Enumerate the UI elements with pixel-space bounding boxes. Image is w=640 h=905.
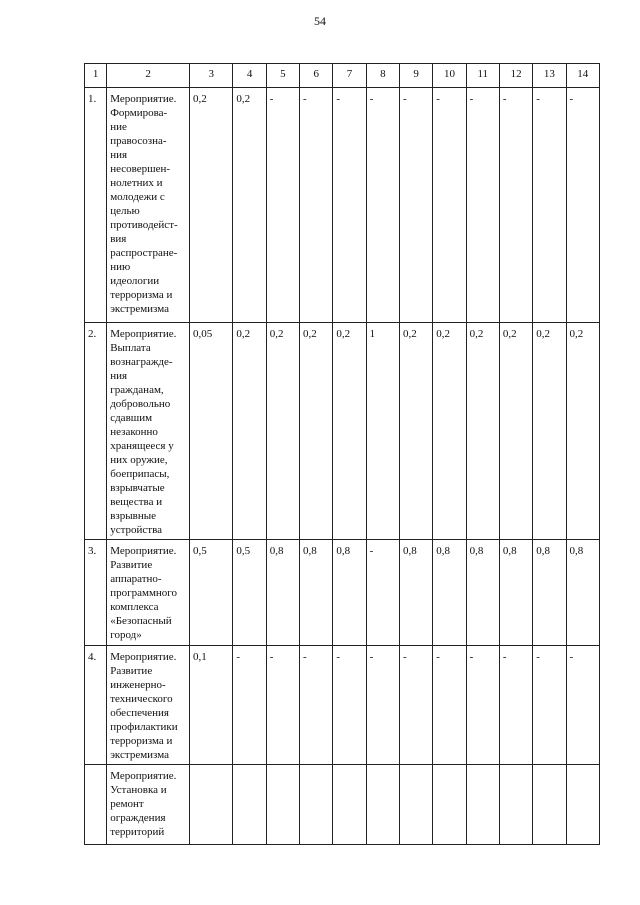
value-cell: - (533, 646, 566, 765)
value-cell: - (466, 646, 499, 765)
column-header: 6 (300, 64, 333, 88)
table-row (85, 765, 600, 845)
table-row (85, 88, 600, 323)
value-cell: 0,2 (333, 323, 366, 540)
row-number: 1. (85, 88, 107, 323)
row-number: 4. (85, 646, 107, 765)
value-cell: 0,2 (499, 323, 532, 540)
value-cell: - (566, 646, 599, 765)
value-cell: 0,8 (399, 540, 432, 646)
value-cell: - (566, 88, 599, 323)
column-header: 1 (85, 64, 107, 88)
value-cell: 0,2 (566, 323, 599, 540)
value-cell: - (466, 88, 499, 323)
value-cell: - (366, 540, 399, 646)
value-cell: 0,5 (190, 540, 233, 646)
value-cell (233, 765, 266, 845)
value-cell (300, 765, 333, 845)
value-cell: 0,8 (466, 540, 499, 646)
column-header: 9 (399, 64, 432, 88)
value-cell: - (266, 646, 299, 765)
activity-description: Мероприятие. Развитие аппаратно- программного комплекса «Безопасный город» (107, 540, 190, 646)
row-number: 2. (85, 323, 107, 540)
value-cell: 0,2 (433, 323, 466, 540)
value-cell: - (366, 646, 399, 765)
value-cell: 0,2 (190, 88, 233, 323)
value-cell: 0,2 (533, 323, 566, 540)
value-cell (433, 765, 466, 845)
value-cell (399, 765, 432, 845)
row-number (85, 765, 107, 845)
value-cell: 0,8 (266, 540, 299, 646)
value-cell (533, 765, 566, 845)
value-cell: - (266, 88, 299, 323)
value-cell: - (333, 88, 366, 323)
value-cell (266, 765, 299, 845)
activity-description: Мероприятие. Выплата вознагражде- ния гражданам, добровольно сдавшим незаконно хранящееся у них оружие, боеприпасы, взрывчатые вещества и взрывные устройства (107, 323, 190, 540)
value-cell (566, 765, 599, 845)
value-cell: - (499, 88, 532, 323)
value-cell: - (399, 646, 432, 765)
value-cell: 0,05 (190, 323, 233, 540)
header-row (85, 64, 600, 88)
value-cell: - (300, 646, 333, 765)
value-cell: 0,2 (233, 88, 266, 323)
value-cell: 0,2 (266, 323, 299, 540)
value-cell: 0,2 (466, 323, 499, 540)
value-cell: 0,8 (300, 540, 333, 646)
page-number: 54 (314, 14, 326, 28)
value-cell: 0,1 (190, 646, 233, 765)
activity-description: Мероприятие. Формирова- ние правосозна- ния несовершен- нолетних и молодежи с целью противодейст- вия распростране- нию идеологии терроризма и экстремизма (107, 88, 190, 323)
column-header: 3 (190, 64, 233, 88)
value-cell (366, 765, 399, 845)
value-cell (190, 765, 233, 845)
value-cell: 0,5 (233, 540, 266, 646)
column-header: 7 (333, 64, 366, 88)
value-cell: 0,2 (399, 323, 432, 540)
value-cell: - (333, 646, 366, 765)
activity-description: Мероприятие. Установка и ремонт ограждения территорий (107, 765, 190, 845)
column-header: 10 (433, 64, 466, 88)
column-header: 5 (266, 64, 299, 88)
value-cell: - (300, 88, 333, 323)
value-cell: - (499, 646, 532, 765)
column-header: 13 (533, 64, 566, 88)
value-cell: 1 (366, 323, 399, 540)
value-cell: - (433, 646, 466, 765)
value-cell (499, 765, 532, 845)
column-header: 14 (566, 64, 599, 88)
table-row (85, 323, 600, 540)
column-header: 2 (107, 64, 190, 88)
value-cell: - (399, 88, 432, 323)
value-cell (466, 765, 499, 845)
value-cell: 0,8 (566, 540, 599, 646)
value-cell: 0,8 (533, 540, 566, 646)
value-cell: 0,8 (333, 540, 366, 646)
table-row (85, 540, 600, 646)
value-cell: - (366, 88, 399, 323)
table-row (85, 646, 600, 765)
value-cell (333, 765, 366, 845)
value-cell: 0,8 (433, 540, 466, 646)
program-table (84, 63, 600, 845)
value-cell: - (433, 88, 466, 323)
value-cell: 0,8 (499, 540, 532, 646)
activity-description: Мероприятие. Развитие инженерно- технического обеспечения профилактики терроризма и экстремизма (107, 646, 190, 765)
value-cell: 0,2 (300, 323, 333, 540)
value-cell: - (233, 646, 266, 765)
column-header: 11 (466, 64, 499, 88)
row-number: 3. (85, 540, 107, 646)
column-header: 4 (233, 64, 266, 88)
column-header: 8 (366, 64, 399, 88)
value-cell: - (533, 88, 566, 323)
value-cell: 0,2 (233, 323, 266, 540)
column-header: 12 (499, 64, 532, 88)
